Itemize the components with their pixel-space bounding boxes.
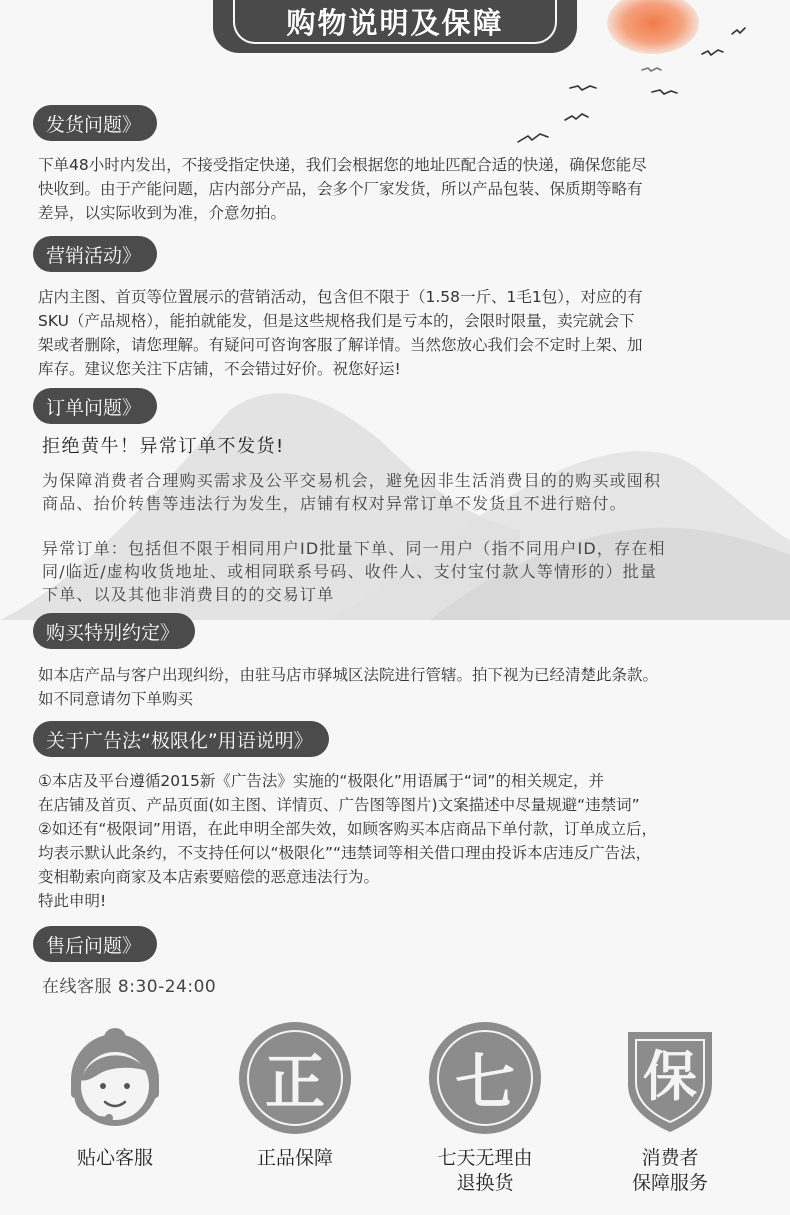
section-heading-ad-law: 关于广告法“极限化”用语说明》 xyxy=(33,721,329,757)
badge-label: 正品保障 xyxy=(256,1147,333,1169)
abnormal-order-line: 同/临近/虚构收货地址、或相同联系号码、收件人、支付宝付款人等情形的）批量 xyxy=(42,562,658,581)
badge-genuine xyxy=(230,1022,360,1171)
badge-label: 消费者 保障服务 xyxy=(631,1147,708,1194)
shipping-line: 下单48小时内发出，不接受指定快递，我们会根据您的地址匹配合适的快递，确保您能尽 xyxy=(38,156,647,174)
order-alert-text: 拒绝黄牛！异常订单不发货! xyxy=(42,436,285,457)
page-title-banner xyxy=(213,0,577,53)
order-policy-text xyxy=(42,469,772,515)
section-heading-special-agreement: 购买特别约定》 xyxy=(33,613,195,649)
ad-law-line: 变相勒索向商家及本店索要赔偿的恶意违法行为。 xyxy=(38,868,380,886)
badge-label: 七天无理由 退换货 xyxy=(437,1147,533,1194)
marketing-line: SKU（产品规格），能拍就能发，但是这些规格我们是亏本的，会限时限量，卖完就会下 xyxy=(38,312,635,330)
section-heading-shipping: 发货问题》 xyxy=(33,105,157,141)
special-agreement-text xyxy=(38,663,773,711)
abnormal-order-line: 异常订单：包括但不限于相同用户ID批量下单、同一用户（指不同用户ID，存在相 xyxy=(42,539,666,558)
ad-law-line: 特此申明! xyxy=(38,892,107,910)
abnormal-order-text xyxy=(42,537,772,606)
svg-text:保: 保 xyxy=(643,1044,697,1108)
order-policy-line: 商品、抬价转售等违法行为发生，店铺有权对异常订单不发货且不进行赔付。 xyxy=(42,494,627,513)
marketing-line: 库存。建议您关注下店铺，不会错过好价。祝您好运! xyxy=(38,360,401,378)
badge-consumer-protection xyxy=(605,1022,735,1196)
badge-label: 贴心客服 xyxy=(76,1147,153,1169)
shipping-line: 差异，以实际收到为准，介意勿拍。 xyxy=(38,204,287,222)
ad-law-line: ①本店及平台遵循2015新《广告法》实施的“极限化”用语属于“词”的相关规定，并 xyxy=(38,772,604,790)
shipping-text xyxy=(38,153,773,225)
shipping-line: 快收到。由于产能问题，店内部分产品，会多个厂家发货，所以产品包装、保质期等略有 xyxy=(38,180,643,198)
ad-law-line: ②如还有“极限词”用语，在此申明全部失效，如顾客购买本店商品下单付款，订单成立后， xyxy=(38,820,657,838)
ad-law-line: 均表示默认此条约，不支持任何以“极限化”“违禁词等相关借口理由投诉本店违反广告法， xyxy=(38,844,652,862)
genuine-icon: 正 xyxy=(239,1022,351,1134)
ad-law-text xyxy=(38,769,783,913)
badge-seven-day-return xyxy=(420,1022,550,1196)
section-heading-orders: 订单问题》 xyxy=(33,388,157,424)
marketing-text xyxy=(38,285,773,381)
consumer-protection-shield-icon xyxy=(614,1022,726,1134)
ad-law-line: 在店铺及首页、产品页面(如主图、详情页、广告图等图片)文案描述中尽量规避“违禁词” xyxy=(38,796,640,814)
order-policy-line: 为保障消费者合理购买需求及公平交易机会，避免因非生活消费目的的购买或囤积 xyxy=(42,471,662,490)
special-agreement-line: 如不同意请勿下单购买 xyxy=(38,690,194,708)
badge-customer-service xyxy=(50,1022,180,1171)
customer-service-icon xyxy=(59,1022,171,1134)
service-hours: 在线客服 8:30-24:00 xyxy=(42,977,217,997)
abnormal-order-line: 下单、以及其他非消费目的的交易订单 xyxy=(42,585,335,604)
marketing-line: 店内主图、首页等位置展示的营销活动，包含但不限于（1.58一斤、1毛1包），对应的有 xyxy=(38,288,643,306)
special-agreement-line: 如本店产品与客户出现纠纷，由驻马店市驿城区法院进行管辖。拍下视为已经清楚此条款。 xyxy=(38,666,659,684)
seven-day-return-icon: 七 xyxy=(429,1022,541,1134)
page-title: 购物说明及保障 xyxy=(286,5,504,40)
marketing-line: 架或者删除，请您理解。有疑问可咨询客服了解详情。当然您放心我们会不定时上架、加 xyxy=(38,336,643,354)
section-heading-marketing: 营销活动》 xyxy=(33,236,157,272)
section-heading-after-sales: 售后问题》 xyxy=(33,926,157,962)
